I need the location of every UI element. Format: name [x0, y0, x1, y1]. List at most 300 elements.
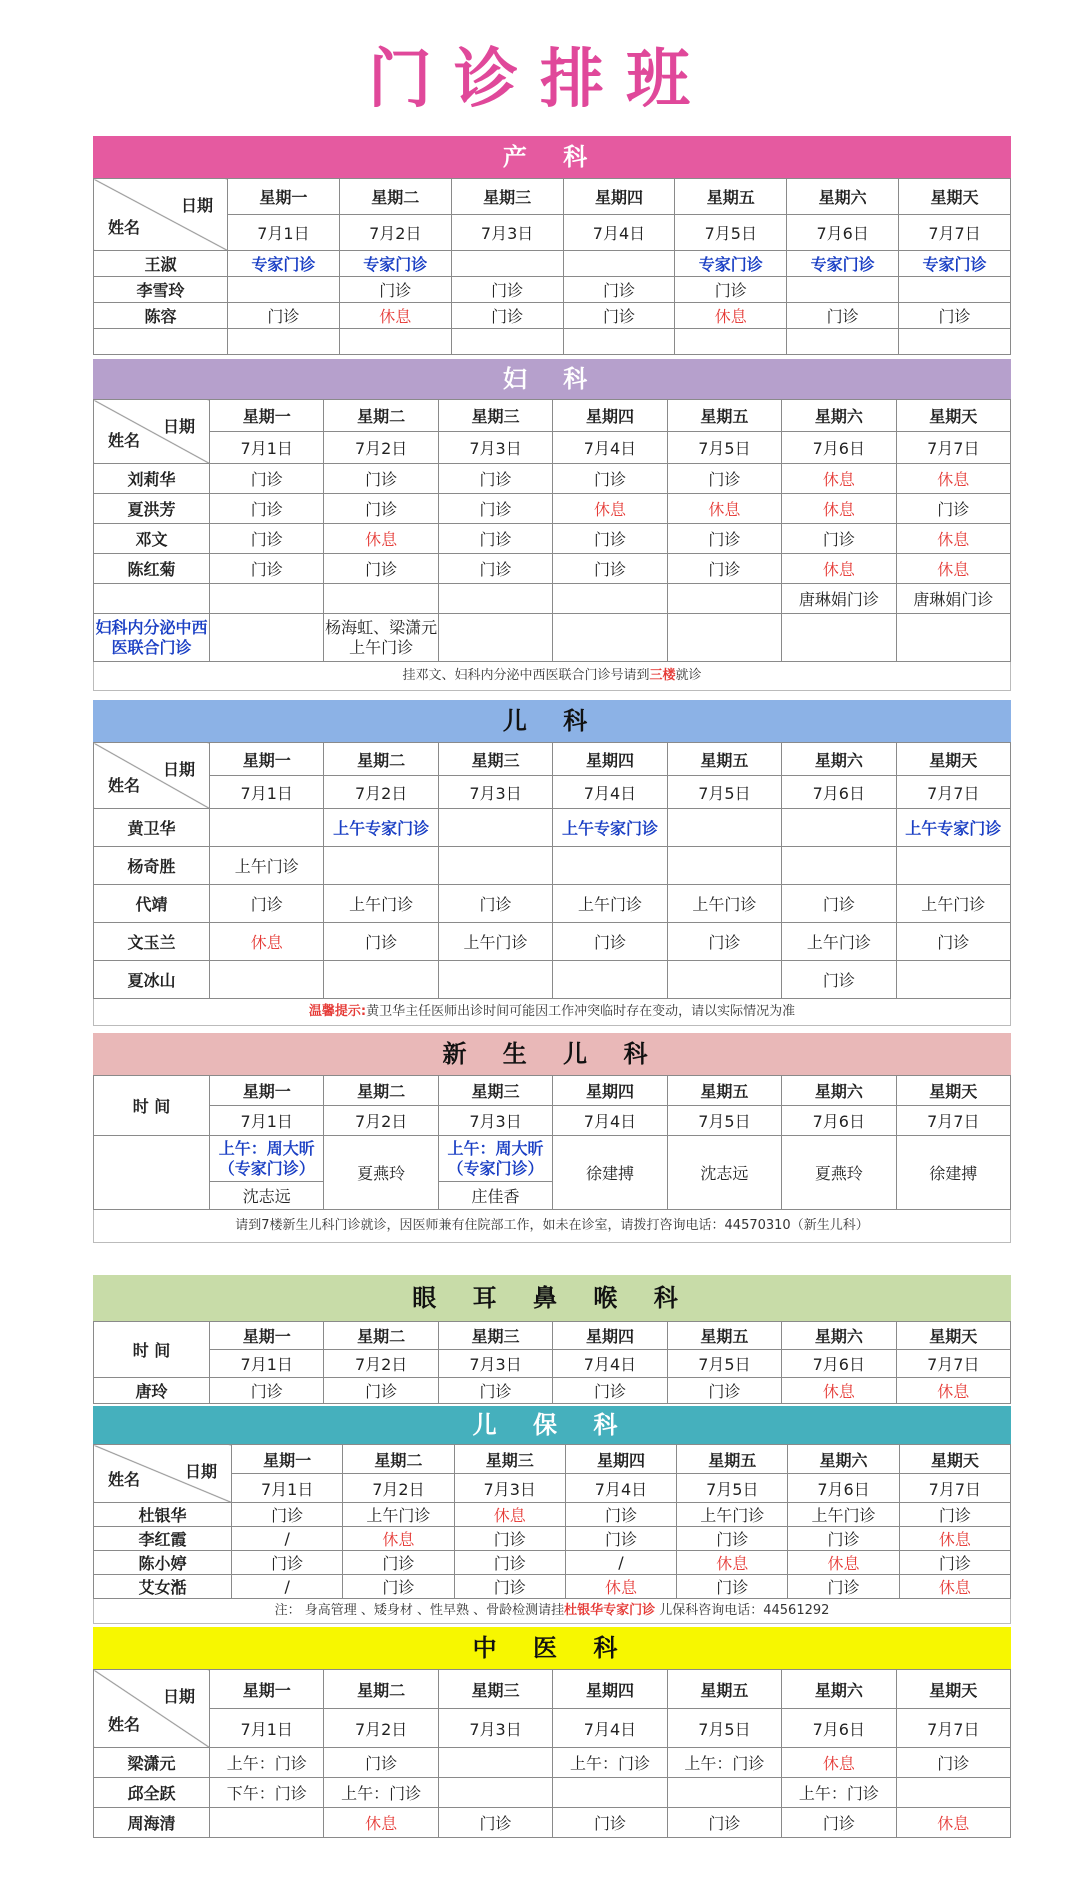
schedule-cell	[782, 809, 896, 847]
weekday: 星期二	[324, 1322, 438, 1350]
schedule-cell	[451, 329, 563, 355]
schedule-cell: 门诊	[324, 494, 438, 524]
schedule-cell: /	[232, 1527, 343, 1551]
schedule-cell: 休息	[782, 1378, 896, 1404]
schedule-cell: 休息	[782, 464, 896, 494]
schedule-cell	[675, 329, 787, 355]
weekday: 星期五	[667, 743, 781, 776]
weekday: 星期二	[324, 1670, 438, 1709]
date: 7月2日	[324, 432, 438, 464]
schedule-cell: 上午专家门诊	[896, 809, 1010, 847]
schedule-cell	[438, 614, 552, 662]
section-ent	[93, 1275, 1011, 1404]
schedule-cell: 休息	[899, 1575, 1010, 1599]
schedule-cell	[94, 329, 228, 355]
date: 7月5日	[667, 1106, 781, 1136]
schedule-cell: 门诊	[553, 1378, 667, 1404]
corner-name-label: 姓名	[108, 776, 141, 795]
weekday-row	[94, 743, 1011, 776]
schedule-cell: 休息	[782, 554, 896, 584]
schedule-cell: 上午：门诊	[324, 1778, 438, 1808]
weekday: 星期六	[782, 400, 896, 432]
section-neonatal	[93, 1033, 1011, 1243]
date: 7月1日	[232, 1474, 343, 1503]
schedule-cell: 专家门诊	[339, 251, 451, 277]
weekday: 星期二	[339, 179, 451, 215]
corner-date-label: 日期	[180, 196, 213, 215]
section-header-obstetrics: 产 科	[93, 136, 1011, 178]
corner-date-label: 日期	[162, 417, 195, 436]
doctor-name: 艾女湉	[94, 1575, 232, 1599]
table-row	[94, 961, 1011, 999]
date: 7月4日	[563, 215, 675, 251]
schedule-cell	[324, 847, 438, 885]
schedule-cell	[553, 614, 667, 662]
schedule-cell: 门诊	[553, 524, 667, 554]
schedule-cell	[896, 961, 1010, 999]
schedule-cell: 休息	[553, 494, 667, 524]
schedule-cell: 上午：门诊	[667, 1748, 781, 1778]
schedule-cell: /	[565, 1551, 676, 1575]
schedule-cell: 门诊	[563, 303, 675, 329]
corner-name-label: 姓名	[108, 431, 141, 450]
corner-cell	[94, 1445, 232, 1503]
weekday: 星期三	[438, 1322, 552, 1350]
corner-name-label: 姓名	[108, 1715, 141, 1734]
schedule-cell: 杨海虹、梁潇元上午门诊	[324, 614, 438, 662]
schedule-cell: 门诊	[339, 277, 451, 303]
schedule-cell: 上午专家门诊	[324, 809, 438, 847]
table-row	[94, 1551, 1011, 1575]
date: 7月3日	[454, 1474, 565, 1503]
schedule-cell: 上午：周大昕（专家门诊）	[210, 1136, 324, 1182]
schedule-cell	[210, 614, 324, 662]
schedule-cell: 上午门诊	[667, 885, 781, 923]
schedule-cell	[210, 961, 324, 999]
schedule-cell	[787, 277, 899, 303]
doctor-name: 李红霞	[94, 1527, 232, 1551]
date: 7月6日	[782, 432, 896, 464]
weekday: 星期六	[782, 1322, 896, 1350]
date: 7月5日	[667, 1350, 781, 1378]
schedule-cell	[553, 961, 667, 999]
schedule-cell: 门诊	[788, 1527, 899, 1551]
table-row	[94, 614, 1011, 662]
schedule-cell: 门诊	[553, 1808, 667, 1838]
table-row	[94, 277, 1011, 303]
schedule-cell: 门诊	[667, 554, 781, 584]
schedule-cell: 门诊	[553, 464, 667, 494]
section-obstetrics	[93, 136, 1011, 355]
table-row	[94, 303, 1011, 329]
schedule-cell: 休息	[565, 1575, 676, 1599]
schedule-cell: 门诊	[324, 1378, 438, 1404]
schedule-cell: 门诊	[782, 524, 896, 554]
weekday: 星期三	[438, 743, 552, 776]
weekday: 星期天	[896, 743, 1010, 776]
schedule-cell: 门诊	[438, 554, 552, 584]
schedule-table-childcare	[93, 1444, 1011, 1599]
weekday: 星期一	[210, 1076, 324, 1106]
schedule-cell	[899, 277, 1011, 303]
schedule-cell: 门诊	[210, 554, 324, 584]
date: 7月4日	[553, 432, 667, 464]
schedule-cell: 门诊	[667, 524, 781, 554]
table-row	[94, 494, 1011, 524]
schedule-cell: 门诊	[454, 1527, 565, 1551]
date: 7月7日	[899, 215, 1011, 251]
weekday: 星期天	[899, 179, 1011, 215]
table-row	[94, 1527, 1011, 1551]
schedule-cell: 休息	[896, 524, 1010, 554]
schedule-cell: 休息	[339, 303, 451, 329]
schedule-cell: 上午：门诊	[553, 1748, 667, 1778]
doctor-name: 邱全跃	[94, 1778, 210, 1808]
weekday: 星期六	[787, 179, 899, 215]
schedule-cell: 下午：门诊	[210, 1778, 324, 1808]
schedule-cell	[782, 614, 896, 662]
schedule-cell: 门诊	[667, 923, 781, 961]
schedule-cell: 上午：周大昕（专家门诊）	[438, 1136, 552, 1182]
doctor-name: 陈容	[94, 303, 228, 329]
schedule-cell: 夏燕玲	[782, 1136, 896, 1210]
doctor-name: 杜银华	[94, 1503, 232, 1527]
schedule-cell: 上午门诊	[553, 885, 667, 923]
schedule-cell: 门诊	[788, 1575, 899, 1599]
schedule-cell	[553, 584, 667, 614]
schedule-cell: 休息	[896, 554, 1010, 584]
schedule-cell: 门诊	[553, 554, 667, 584]
schedule-cell: 上午门诊	[324, 885, 438, 923]
table-row	[94, 809, 1011, 847]
schedule-cell: 休息	[677, 1551, 788, 1575]
schedule-cell	[899, 329, 1011, 355]
section-header-gynecology: 妇 科	[93, 359, 1011, 399]
weekday: 星期天	[896, 1670, 1010, 1709]
schedule-table-tcm	[93, 1669, 1011, 1838]
date: 7月2日	[324, 1709, 438, 1748]
neonatal-time-label: 时 间	[94, 1076, 210, 1136]
schedule-cell: 门诊	[343, 1575, 454, 1599]
weekday: 星期天	[896, 400, 1010, 432]
date: 7月3日	[438, 432, 552, 464]
schedule-cell: 休息	[675, 303, 787, 329]
schedule-cell: 门诊	[324, 1748, 438, 1778]
schedule-cell: 沈志远	[210, 1182, 324, 1210]
date: 7月4日	[553, 1106, 667, 1136]
schedule-cell: 门诊	[438, 1378, 552, 1404]
date: 7月1日	[228, 215, 340, 251]
schedule-cell	[667, 847, 781, 885]
date: 7月6日	[787, 215, 899, 251]
doctor-name: 陈红菊	[94, 554, 210, 584]
weekday: 星期六	[782, 1076, 896, 1106]
schedule-cell: 庄佳香	[438, 1182, 552, 1210]
schedule-cell	[896, 1778, 1010, 1808]
date: 7月1日	[210, 1709, 324, 1748]
table-row	[94, 584, 1011, 614]
date: 7月7日	[899, 1474, 1010, 1503]
table-row	[94, 1778, 1011, 1808]
date-row	[94, 776, 1011, 809]
schedule-cell: 休息	[454, 1503, 565, 1527]
date: 7月7日	[896, 1709, 1010, 1748]
schedule-cell	[438, 1748, 552, 1778]
schedule-cell	[438, 1778, 552, 1808]
weekday: 星期三	[454, 1445, 565, 1474]
weekday: 星期五	[667, 1076, 781, 1106]
schedule-cell: 门诊	[553, 923, 667, 961]
section-header-ent: 眼 耳 鼻 喉 科	[93, 1275, 1011, 1321]
schedule-cell	[667, 614, 781, 662]
table-row	[94, 524, 1011, 554]
schedule-table-obstetrics	[93, 178, 1011, 355]
weekday: 星期天	[899, 1445, 1010, 1474]
schedule-cell: 休息	[896, 1808, 1010, 1838]
schedule-cell: 门诊	[438, 885, 552, 923]
schedule-cell: 上午门诊	[896, 885, 1010, 923]
doctor-name: 梁潇元	[94, 1748, 210, 1778]
corner-cell	[94, 400, 210, 464]
weekday: 星期四	[553, 743, 667, 776]
date: 7月4日	[565, 1474, 676, 1503]
schedule-cell: 门诊	[782, 1808, 896, 1838]
schedule-cell: 门诊	[210, 1378, 324, 1404]
schedule-cell: 专家门诊	[787, 251, 899, 277]
schedule-cell: 专家门诊	[228, 251, 340, 277]
schedule-cell: 门诊	[232, 1551, 343, 1575]
weekday: 星期五	[677, 1445, 788, 1474]
schedule-cell: 门诊	[563, 277, 675, 303]
date: 7月4日	[553, 1350, 667, 1378]
date: 7月2日	[339, 215, 451, 251]
schedule-cell: 上午门诊	[210, 847, 324, 885]
weekday: 星期一	[228, 179, 340, 215]
weekday: 星期三	[438, 1076, 552, 1106]
schedule-cell: 上午门诊	[677, 1503, 788, 1527]
weekday: 星期六	[782, 743, 896, 776]
schedule-cell	[228, 329, 340, 355]
schedule-cell	[324, 584, 438, 614]
doctor-name: 陈小婷	[94, 1551, 232, 1575]
weekday: 星期五	[675, 179, 787, 215]
date: 7月2日	[324, 776, 438, 809]
weekday: 星期三	[438, 400, 552, 432]
corner-name-label: 姓名	[108, 1470, 141, 1489]
schedule-cell: 门诊	[324, 923, 438, 961]
schedule-cell: 门诊	[565, 1503, 676, 1527]
schedule-cell: 休息	[899, 1527, 1010, 1551]
schedule-cell: 休息	[667, 494, 781, 524]
corner-cell	[94, 1670, 210, 1748]
schedule-cell: 门诊	[677, 1527, 788, 1551]
schedule-cell: 专家门诊	[675, 251, 787, 277]
schedule-cell	[896, 847, 1010, 885]
corner-date-label: 日期	[184, 1462, 217, 1481]
section-header-pediatrics: 儿 科	[93, 700, 1011, 742]
schedule-cell: 门诊	[228, 303, 340, 329]
schedule-cell	[563, 251, 675, 277]
weekday: 星期一	[210, 1322, 324, 1350]
doctor-name: 唐玲	[94, 1378, 210, 1404]
table-row	[94, 1748, 1011, 1778]
table-row	[94, 923, 1011, 961]
date: 7月6日	[782, 1350, 896, 1378]
corner-name-label: 姓名	[108, 218, 141, 237]
weekday: 星期三	[438, 1670, 552, 1709]
schedule-cell: 休息	[896, 464, 1010, 494]
weekday: 星期一	[232, 1445, 343, 1474]
corner-cell	[94, 179, 228, 251]
schedule-cell: 门诊	[787, 303, 899, 329]
doctor-name: 王淑	[94, 251, 228, 277]
schedule-cell: 唐琳娟门诊	[896, 584, 1010, 614]
schedule-cell: 门诊	[667, 1378, 781, 1404]
weekday: 星期三	[451, 179, 563, 215]
schedule-cell: 门诊	[667, 464, 781, 494]
section-header-childcare: 儿 保 科	[93, 1406, 1011, 1444]
schedule-cell	[667, 1778, 781, 1808]
ent-time-label: 时 间	[94, 1322, 210, 1378]
section-tcm	[93, 1627, 1011, 1838]
schedule-cell: 休息	[210, 923, 324, 961]
schedule-cell	[210, 1808, 324, 1838]
gynecology-note: 挂邓文、妇科内分泌中西医联合门诊号请到三楼就诊	[93, 662, 1011, 691]
schedule-cell	[438, 961, 552, 999]
schedule-cell	[438, 584, 552, 614]
doctor-name: 邓文	[94, 524, 210, 554]
weekday-row	[94, 179, 1011, 215]
schedule-cell	[563, 329, 675, 355]
weekday: 星期一	[210, 1670, 324, 1709]
schedule-cell: 休息	[324, 524, 438, 554]
schedule-cell: 门诊	[454, 1575, 565, 1599]
schedule-cell: 上午门诊	[343, 1503, 454, 1527]
schedule-cell: 唐琳娟门诊	[782, 584, 896, 614]
date: 7月3日	[451, 215, 563, 251]
weekday: 星期二	[343, 1445, 454, 1474]
table-row	[94, 1575, 1011, 1599]
neonatal-note: 请到7楼新生儿科门诊就诊，因医师兼有住院部工作，如未在诊室，请拨打咨询电话：44570310（新生儿科）	[93, 1210, 1011, 1243]
schedule-cell: 沈志远	[667, 1136, 781, 1210]
schedule-cell: 休息	[324, 1808, 438, 1838]
doctor-name: 刘莉华	[94, 464, 210, 494]
date: 7月6日	[782, 776, 896, 809]
date: 7月3日	[438, 1350, 552, 1378]
schedule-cell: 上午专家门诊	[553, 809, 667, 847]
weekday-row	[94, 1670, 1011, 1709]
schedule-cell: 门诊	[454, 1551, 565, 1575]
schedule-cell: 徐建搏	[896, 1136, 1010, 1210]
doctor-name: 夏洪芳	[94, 494, 210, 524]
weekday: 星期六	[782, 1670, 896, 1709]
weekday: 星期四	[553, 1076, 667, 1106]
doctor-name: 周海清	[94, 1808, 210, 1838]
weekday: 星期四	[563, 179, 675, 215]
weekday: 星期四	[565, 1445, 676, 1474]
schedule-cell	[787, 329, 899, 355]
schedule-cell: 门诊	[210, 524, 324, 554]
page-title: 门诊排班	[368, 43, 712, 117]
weekday: 星期四	[553, 1670, 667, 1709]
schedule-cell: 门诊	[438, 524, 552, 554]
schedule-cell: 专家门诊	[899, 251, 1011, 277]
schedule-cell: 休息	[788, 1551, 899, 1575]
schedule-cell: 上午门诊	[788, 1503, 899, 1527]
weekday: 星期二	[324, 400, 438, 432]
schedule-cell: /	[232, 1575, 343, 1599]
table-row	[94, 847, 1011, 885]
schedule-cell	[782, 847, 896, 885]
joint-clinic-label: 妇科内分泌中西医联合门诊	[94, 614, 210, 662]
schedule-cell: 门诊	[899, 303, 1011, 329]
schedule-cell	[553, 847, 667, 885]
section-childcare	[93, 1406, 1011, 1624]
date: 7月5日	[675, 215, 787, 251]
schedule-cell: 上午：门诊	[210, 1748, 324, 1778]
schedule-cell: 门诊	[210, 494, 324, 524]
date: 7月1日	[210, 1106, 324, 1136]
date: 7月3日	[438, 1106, 552, 1136]
date: 7月7日	[896, 1106, 1010, 1136]
schedule-cell	[667, 809, 781, 847]
date-row	[94, 215, 1011, 251]
section-header-neonatal: 新 生 儿 科	[93, 1033, 1011, 1075]
schedule-cell: 门诊	[782, 885, 896, 923]
schedule-cell: 门诊	[899, 1551, 1010, 1575]
doctor-name: 杨奇胜	[94, 847, 210, 885]
schedule-cell: 门诊	[210, 464, 324, 494]
weekday: 星期五	[667, 400, 781, 432]
schedule-cell	[438, 847, 552, 885]
schedule-cell: 门诊	[438, 464, 552, 494]
schedule-cell	[210, 809, 324, 847]
section-header-tcm: 中 医 科	[93, 1627, 1011, 1669]
date: 7月2日	[343, 1474, 454, 1503]
corner-date-label: 日期	[162, 1687, 195, 1706]
schedule-cell: 门诊	[896, 1748, 1010, 1778]
schedule-cell: 休息	[782, 494, 896, 524]
weekday: 星期四	[553, 400, 667, 432]
date: 7月7日	[896, 776, 1010, 809]
table-row	[94, 554, 1011, 584]
weekday-row	[94, 1445, 1011, 1474]
doctor-name: 夏冰山	[94, 961, 210, 999]
weekday: 星期六	[788, 1445, 899, 1474]
schedule-cell: 门诊	[667, 1808, 781, 1838]
schedule-cell: 休息	[343, 1527, 454, 1551]
table-row	[94, 1378, 1011, 1404]
schedule-cell: 夏燕玲	[324, 1136, 438, 1210]
schedule-cell: 门诊	[677, 1575, 788, 1599]
schedule-cell: 门诊	[565, 1527, 676, 1551]
weekday: 星期五	[667, 1670, 781, 1709]
date: 7月2日	[324, 1106, 438, 1136]
date-row	[94, 1709, 1011, 1748]
schedule-cell: 徐建搏	[553, 1136, 667, 1210]
schedule-cell: 休息	[896, 1378, 1010, 1404]
date: 7月3日	[438, 776, 552, 809]
schedule-cell	[324, 961, 438, 999]
date: 7月1日	[210, 432, 324, 464]
date: 7月4日	[553, 1709, 667, 1748]
schedule-cell	[667, 961, 781, 999]
neonatal-blank	[94, 1136, 210, 1210]
schedule-cell: 上午：门诊	[782, 1778, 896, 1808]
schedule-cell	[451, 251, 563, 277]
schedule-cell	[667, 584, 781, 614]
doctor-name: 黄卫华	[94, 809, 210, 847]
